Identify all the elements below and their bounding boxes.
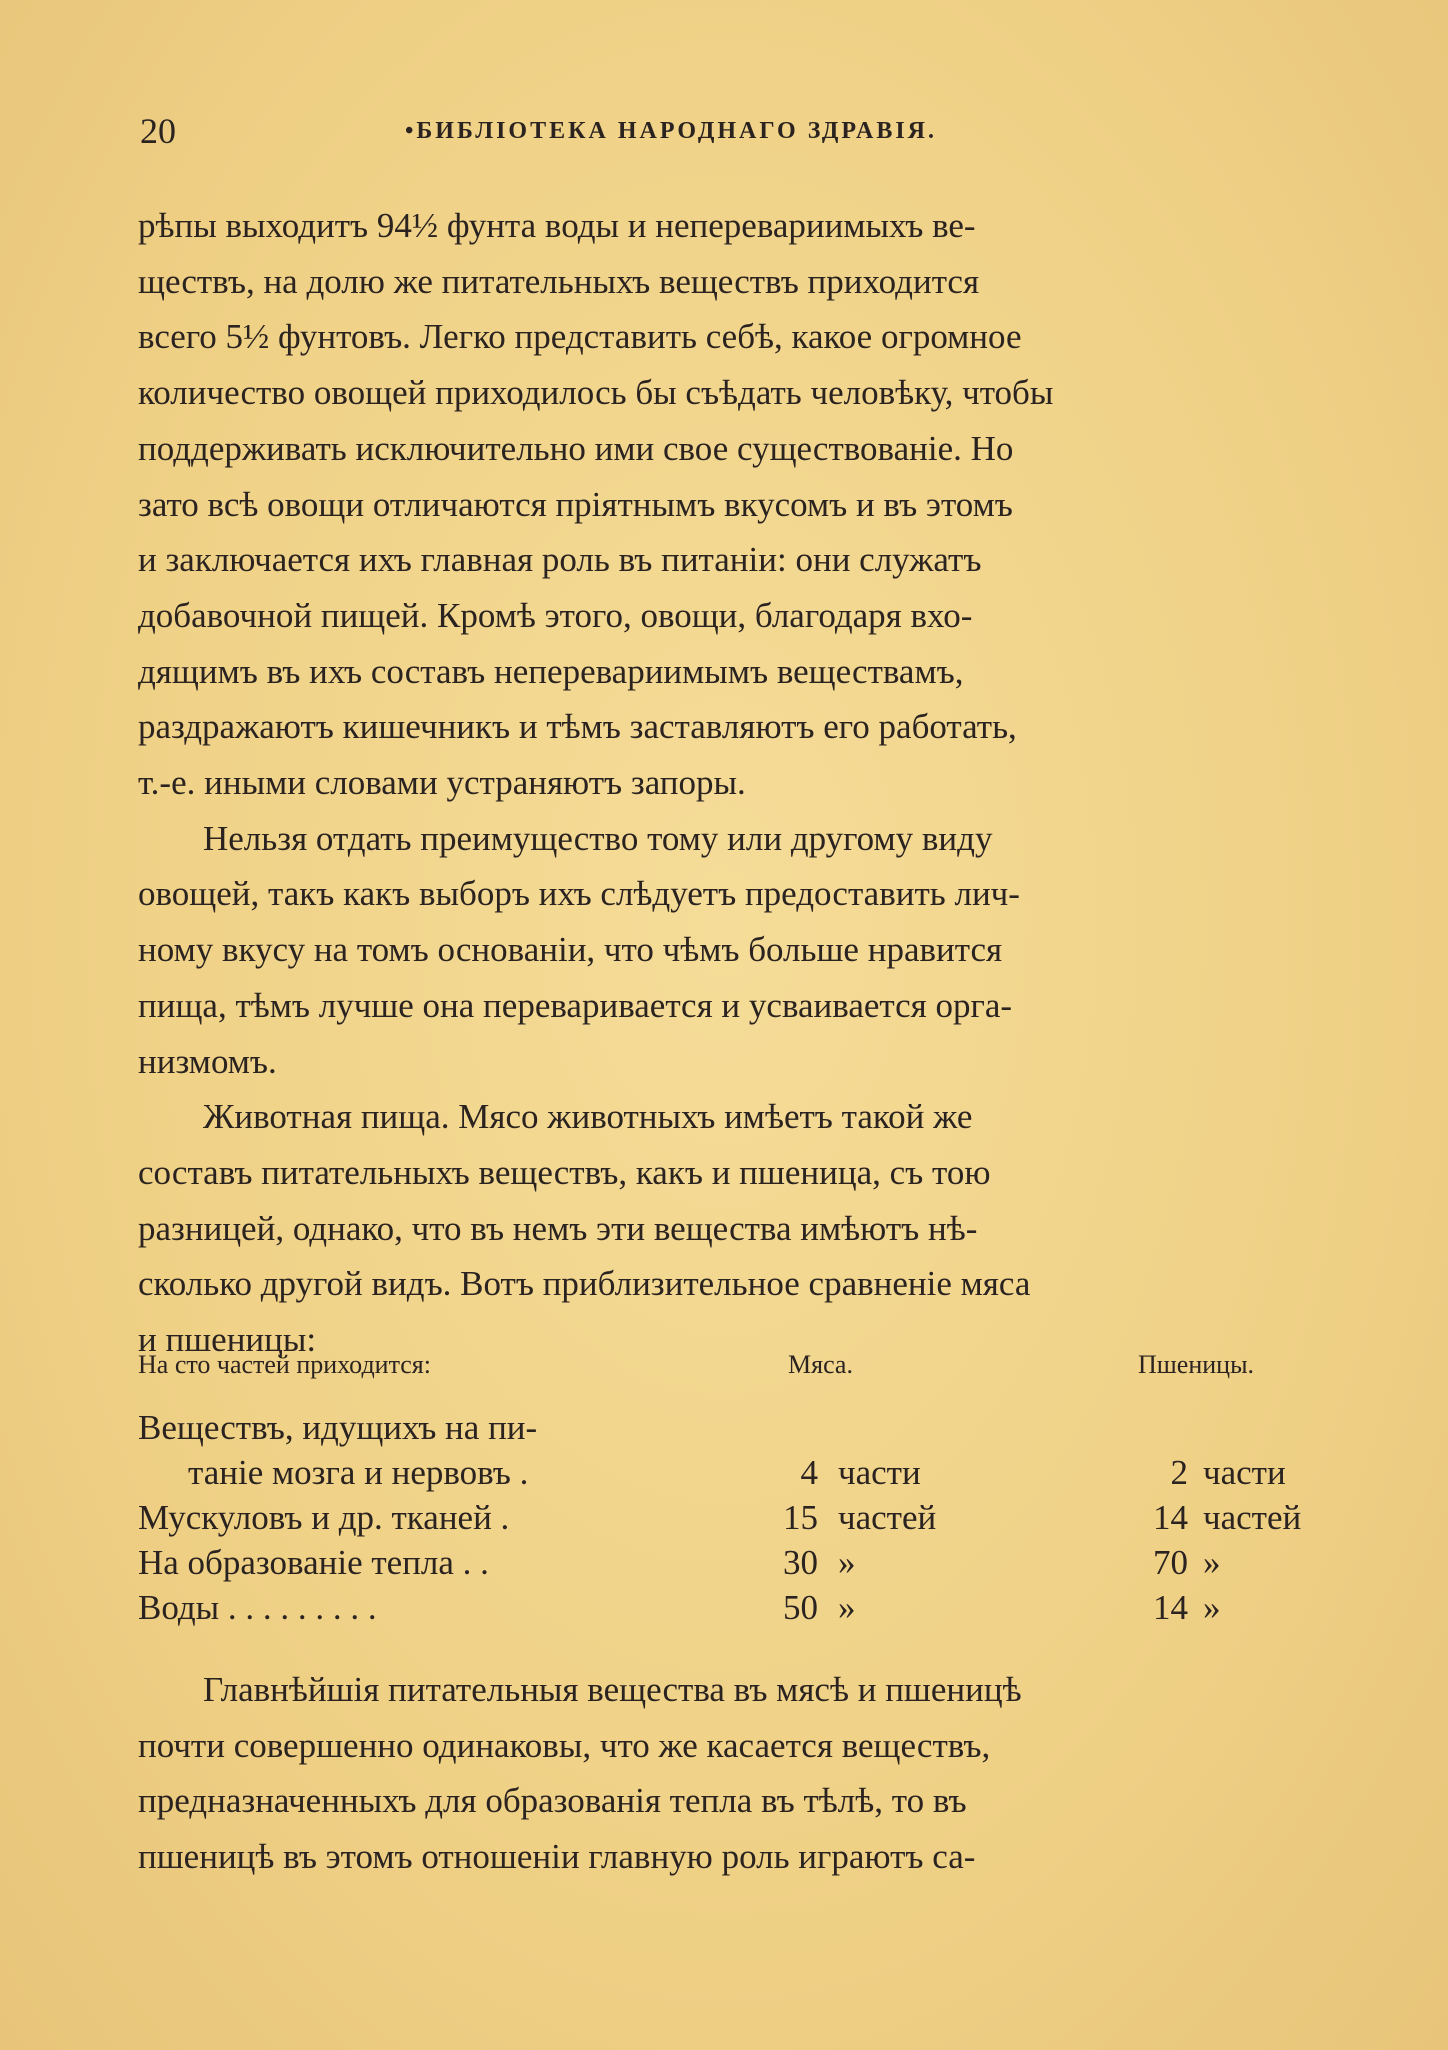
table-row	[138, 1588, 1323, 1633]
text-line: и заключается ихъ главная роль въ питаніи: они служатъ	[138, 540, 982, 580]
table-row	[138, 1408, 1323, 1453]
text-line: овощей, такъ какъ выборъ ихъ слѣдуетъ предоставить лич-	[138, 874, 1020, 914]
text-line: раздражаютъ кишечникъ и тѣмъ заставляютъ его работать,	[138, 707, 1017, 747]
text-line: всего 5½ фунтовъ. Легко представить себѣ, какое огромное	[138, 317, 1022, 357]
table-cell-wheat-unit: »	[1203, 1588, 1221, 1627]
text-line: разницей, однако, что въ немъ эти вещества имѣютъ нѣ-	[138, 1208, 978, 1248]
table-header-meat: Мяса.	[788, 1350, 853, 1379]
table-cell-wheat-unit: части	[1203, 1453, 1286, 1492]
running-title: •БИБЛІОТЕКА НАРОДНАГО ЗДРАВІЯ.	[405, 118, 938, 144]
text-line: Животная пища. Мясо животныхъ имѣетъ такой же	[203, 1097, 973, 1137]
text-line: Главнѣйшія питательныя вещества въ мясѣ и пшеницѣ	[203, 1670, 1022, 1709]
text-line: добавочной пищей. Кромѣ этого, овощи, благодаря вхо-	[138, 595, 973, 635]
table-row	[138, 1543, 1323, 1588]
paragraph	[138, 1662, 1323, 1885]
table-header-row	[138, 1350, 1323, 1408]
text-line: и пшеницы:	[138, 1320, 317, 1360]
table-cell-meat-unit: части	[838, 1453, 921, 1492]
text-line: сколько другой видъ. Вотъ приблизительное сравненіе мяса	[138, 1264, 1031, 1304]
text-line: зато всѣ овощи отличаются пріятнымъ вкусомъ и въ этомъ	[138, 484, 1013, 524]
body-text-top	[138, 198, 1323, 1368]
table-header-wheat: Пшеницы.	[1138, 1350, 1255, 1379]
table-cell-wheat-value: 14	[1153, 1498, 1188, 1537]
text-line: т.-е. иными словами устраняютъ запоры.	[138, 763, 746, 803]
text-line: пшеницѣ въ этомъ отношеніи главную роль играютъ са-	[138, 1837, 976, 1877]
text-line: составъ питательныхъ веществъ, какъ и пшеница, съ тою	[138, 1152, 991, 1192]
text-line: ному вкусу на томъ основаніи, что чѣмъ больше нравится	[138, 930, 1003, 970]
text-line: Нельзя отдать преимущество тому или другому виду	[203, 818, 993, 858]
paragraph	[138, 811, 1323, 1090]
paragraph	[138, 198, 1323, 811]
text-line: ществъ, на долю же питательныхъ веществъ приходится	[138, 261, 980, 301]
text-line: почти совершенно одинаковы, что же касается веществъ,	[138, 1725, 991, 1765]
table-row	[138, 1498, 1323, 1543]
table-cell-wheat-value: 2	[1170, 1453, 1188, 1492]
table-cell-wheat-unit: »	[1203, 1543, 1221, 1582]
table-cell-wheat-value: 70	[1153, 1543, 1188, 1582]
table-row	[138, 1453, 1323, 1498]
table-cell-wheat-value: 14	[1153, 1588, 1188, 1627]
table-cell-meat-value: 15	[783, 1498, 818, 1537]
text-line: количество овощей приходилось бы съѣдать человѣку, чтобы	[138, 373, 1054, 413]
text-line: рѣпы выходитъ 94½ фунта воды и неперевариимыхъ ве-	[138, 206, 976, 245]
table-cell-label: таніе мозга и нервовъ .	[188, 1453, 529, 1492]
table-cell-label: На образованіе тепла . .	[138, 1543, 489, 1582]
text-line: предназначенныхъ для образованія тепла въ тѣлѣ, то въ	[138, 1781, 967, 1821]
table-cell-meat-unit: »	[838, 1543, 856, 1582]
table-header-label: На сто частей приходится:	[138, 1350, 431, 1379]
table-cell-label: Веществъ, идущихъ на пи-	[138, 1408, 538, 1447]
table-cell-meat-value: 50	[783, 1588, 818, 1627]
body-text-bottom	[138, 1662, 1323, 1885]
table-cell-meat-unit: частей	[838, 1498, 937, 1537]
table-cell-meat-unit: »	[838, 1588, 856, 1627]
page-header	[140, 110, 1320, 160]
text-line: поддерживать исключительно ими свое существованіе. Но	[138, 428, 1014, 468]
text-line: низмомъ.	[138, 1041, 277, 1081]
table-cell-label: Мускуловъ и др. тканей .	[138, 1498, 510, 1537]
table-cell-wheat-unit: частей	[1203, 1498, 1302, 1537]
paragraph	[138, 1089, 1323, 1368]
table-cell-label: Воды . . . . . . . . .	[138, 1588, 377, 1627]
text-line: пища, тѣмъ лучше она переваривается и усваивается орга-	[138, 985, 1013, 1025]
table-cell-meat-value: 4	[800, 1453, 818, 1492]
text-line: дящимъ въ ихъ составъ неперевариимымъ веществамъ,	[138, 651, 964, 691]
table-cell-meat-value: 30	[783, 1543, 818, 1582]
page-number: 20	[140, 111, 176, 151]
comparison-table	[138, 1350, 1323, 1633]
